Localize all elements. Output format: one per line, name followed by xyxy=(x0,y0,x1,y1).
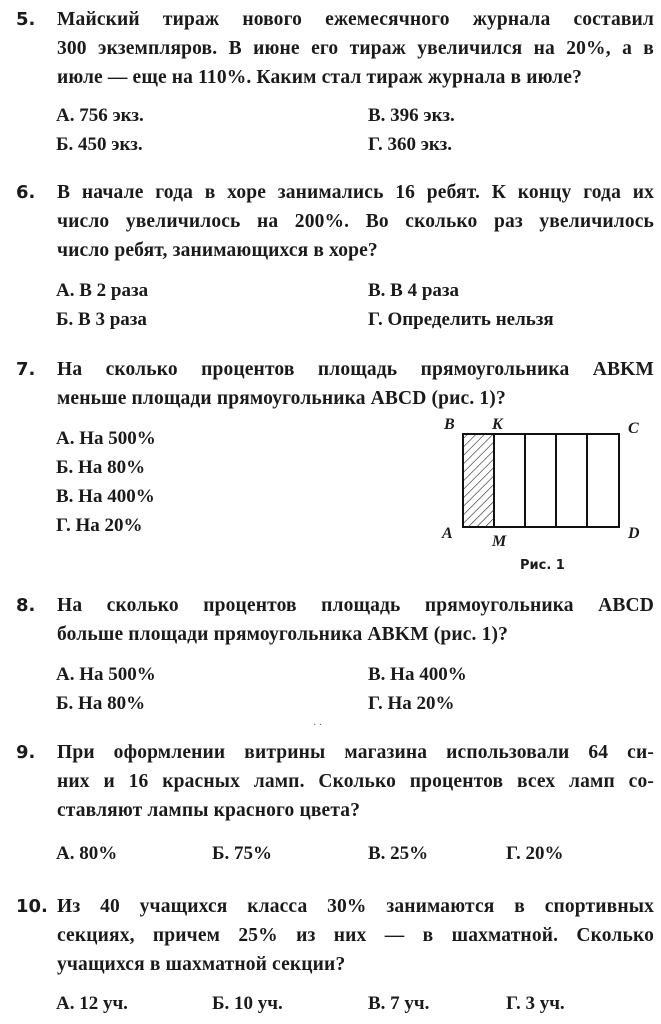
problem-number: 7. xyxy=(16,359,36,380)
stem-line: На сколько процентов площадь прямоугольника ABKM xyxy=(57,359,654,380)
answer-option: Б. 75% xyxy=(212,843,273,864)
vertex-label-m: M xyxy=(492,533,507,550)
problem-stem xyxy=(57,355,654,413)
answer-option: Г. 360 экз. xyxy=(368,134,452,155)
problem-stem xyxy=(57,591,654,649)
answer-option: Б. На 80% xyxy=(56,693,146,714)
vertex-label-d: D xyxy=(628,525,640,542)
stem-line: Из 40 учащихся класса 30% занимаются в спортивных xyxy=(57,896,654,917)
stem-line: Майский тираж нового ежемесячного журнала составил xyxy=(57,9,654,30)
vertex-label-b: B xyxy=(444,416,455,433)
stem-line: них и 16 красных ламп. Сколько процентов всех ламп со- xyxy=(57,771,654,792)
answer-option: В. 7 уч. xyxy=(368,993,430,1014)
answer-option: Г. 3 уч. xyxy=(506,993,565,1014)
stem-line: меньше площади прямоугольника ABCD (рис. 1)? xyxy=(57,388,506,409)
problem-stem xyxy=(57,892,654,979)
stem-line: ставляют лампы красного цвета? xyxy=(57,800,361,821)
vertex-label-k: K xyxy=(492,416,503,433)
stem-line: июле — еще на 110%. Каким стал тираж журнала в июле? xyxy=(57,67,582,88)
rectangle-diagram xyxy=(430,412,650,582)
answer-option: Г. На 20% xyxy=(368,693,455,714)
answer-option: А. На 500% xyxy=(56,664,156,685)
problem-number: 8. xyxy=(16,595,36,616)
answer-option: Б. В 3 раза xyxy=(56,309,147,330)
figure-1 xyxy=(430,412,650,582)
stem-line: число увеличилось на 200%. Во сколько раз увеличилось xyxy=(57,211,654,232)
answer-option: Г. Определить нельзя xyxy=(368,309,554,330)
stem-line: учащихся в шахматной секции? xyxy=(57,954,346,975)
stem-line: 300 экземпляров. В июне его тираж увеличился на 20%, а в xyxy=(57,38,654,59)
answer-option: А. В 2 раза xyxy=(56,280,149,301)
answer-option: В. В 4 раза xyxy=(368,280,460,301)
stem-line: При оформлении витрины магазина использовали 64 си- xyxy=(57,742,654,763)
problem-stem xyxy=(57,178,654,265)
answer-option: А. 756 экз. xyxy=(56,105,144,126)
stem-line: секциях, причем 25% из них — в шахматной. Сколько xyxy=(57,925,654,946)
stem-line: В начале года в хоре занимались 16 ребят. К концу года их xyxy=(57,182,654,203)
figure-caption: Рис. 1 xyxy=(520,558,565,573)
answer-option: В. 396 экз. xyxy=(368,105,455,126)
problem-number: 5. xyxy=(16,9,36,30)
problem-number: 6. xyxy=(16,182,36,203)
vertex-label-a: A xyxy=(442,525,453,542)
stem-line: число ребят, занимающихся в хоре? xyxy=(57,240,378,261)
answer-option: А. 80% xyxy=(56,843,118,864)
answer-option: В. На 400% xyxy=(56,486,155,507)
answer-option: В. На 400% xyxy=(368,664,467,685)
answer-option: Б. На 80% xyxy=(56,457,146,478)
print-artifact: · · xyxy=(313,720,323,731)
stem-line: больше площади прямоугольника ABKM (рис. 1)? xyxy=(57,624,509,645)
answer-option: Г. 20% xyxy=(506,843,564,864)
problem-stem xyxy=(57,738,654,825)
answer-option: Б. 10 уч. xyxy=(212,993,283,1014)
answer-option: Б. 450 экз. xyxy=(56,134,143,155)
problem-number: 9. xyxy=(16,742,36,763)
problem-number: 10. xyxy=(16,896,48,917)
rectangle-abkm xyxy=(463,434,494,527)
answer-option: В. 25% xyxy=(368,843,429,864)
stem-line: На сколько процентов площадь прямоугольника ABCD xyxy=(57,595,654,616)
answer-option: А. На 500% xyxy=(56,428,156,449)
problem-stem xyxy=(57,5,654,92)
vertex-label-c: C xyxy=(628,420,639,437)
answer-option: Г. На 20% xyxy=(56,515,143,536)
answer-option: А. 12 уч. xyxy=(56,993,128,1014)
